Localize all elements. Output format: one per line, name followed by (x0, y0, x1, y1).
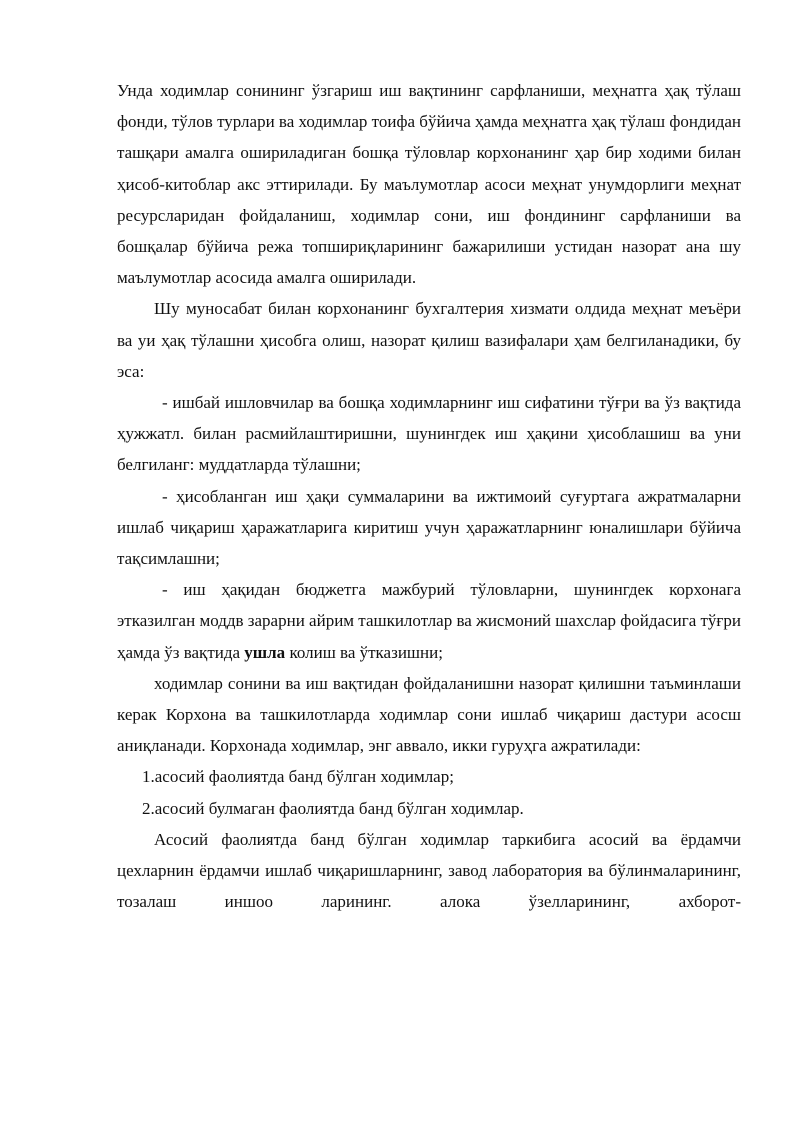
list-item-dash-3 (117, 574, 741, 668)
paragraph-4: Асосий фаолиятда банд бўлган ходимлар таркибига асосий ва ёрдамчи цехларнин ёрдамчи ишлаб чиқаришларнинг, завод лаборатория ва бўлинмаларининг, тозалаш иншоо ларининг. алока ўзелларининг, ахборот- (117, 829, 741, 912)
dash-3-text-a: - иш ҳақидан бюджетга мажбурий тўловларни, шунингдек корхонага этказилган моддв зарарни айрим ташкилотлар ва жисмоний шахслар фойдасига тўғри ҳамда ўз вақтида (117, 580, 741, 662)
dash-3-bold-word: ушла (244, 642, 286, 662)
dash-3-text-c: колиш ва ўтказишни; (285, 642, 443, 662)
list-item-dash-2: - ҳисобланган иш ҳақи суммаларини ва ижтимоий суғуртага ажратмаларни ишлаб чиқариш ҳаражатларига киритиш учун ҳаражатларнинг юналишлари бўйича тақсимлашни; (117, 486, 741, 569)
list-item-dash-1: - ишбай ишловчилар ва бошқа ходимларнинг иш сифатини тўғри ва ўз вақтида ҳужжатл. билан расмийлаштиришни, шунингдек иш ҳақини ҳисоблашиш ва уни белгиланг: муддатларда тўлашни; (117, 393, 741, 475)
document-body (117, 75, 741, 917)
paragraph-2: Шу муносабат билан корхонанинг бухгалтерия хизмати олдида меҳнат меъёри ва уи ҳақ тўлашни ҳисобга олиш, назорат қилиш вазифалари ҳам белгиланадики, бу эса: (117, 299, 741, 381)
paragraph-3: ходимлар сонини ва иш вақтидан фойдаланишни назорат қилишни таъминлаши керак Корхона ва ташкилотларда ходимлар сони ишлаб чиқариш дастури асосш аниқланади. Корхонада ходимлар, энг аввало, икки гуруҳга ажратилади: (117, 673, 741, 756)
paragraph-1: Унда ходимлар сонининг ўзгариш иш вақтининг сарфланиши, меҳнатга ҳақ тўлаш фонди, тўлов турлари ва ходимлар тоифа бўйича ҳамда меҳнатга ҳақ тўлаш фондидан ташқари амалга ошириладиган бошқа тўловлар корхонанинг ҳар бир ходими билан ҳисоб-китоблар акс эттирилади. Бу маълумотлар асоси меҳнат унумдорлиги меҳнат ресурсларидан фойдаланиш, ходимлар сони, иш фондининг сарфланиши ва бошқалар бўйича режа топшириқларининг бажарилиши устидан назорат ана шу маълумотлар асосида амалга оширилади. (117, 81, 741, 288)
numbered-item-1: 1.асосий фаолиятда банд бўлган ходимлар; (142, 767, 454, 787)
numbered-item-2: 2.асосий булмаган фаолиятда банд бўлган ходимлар. (142, 798, 524, 818)
